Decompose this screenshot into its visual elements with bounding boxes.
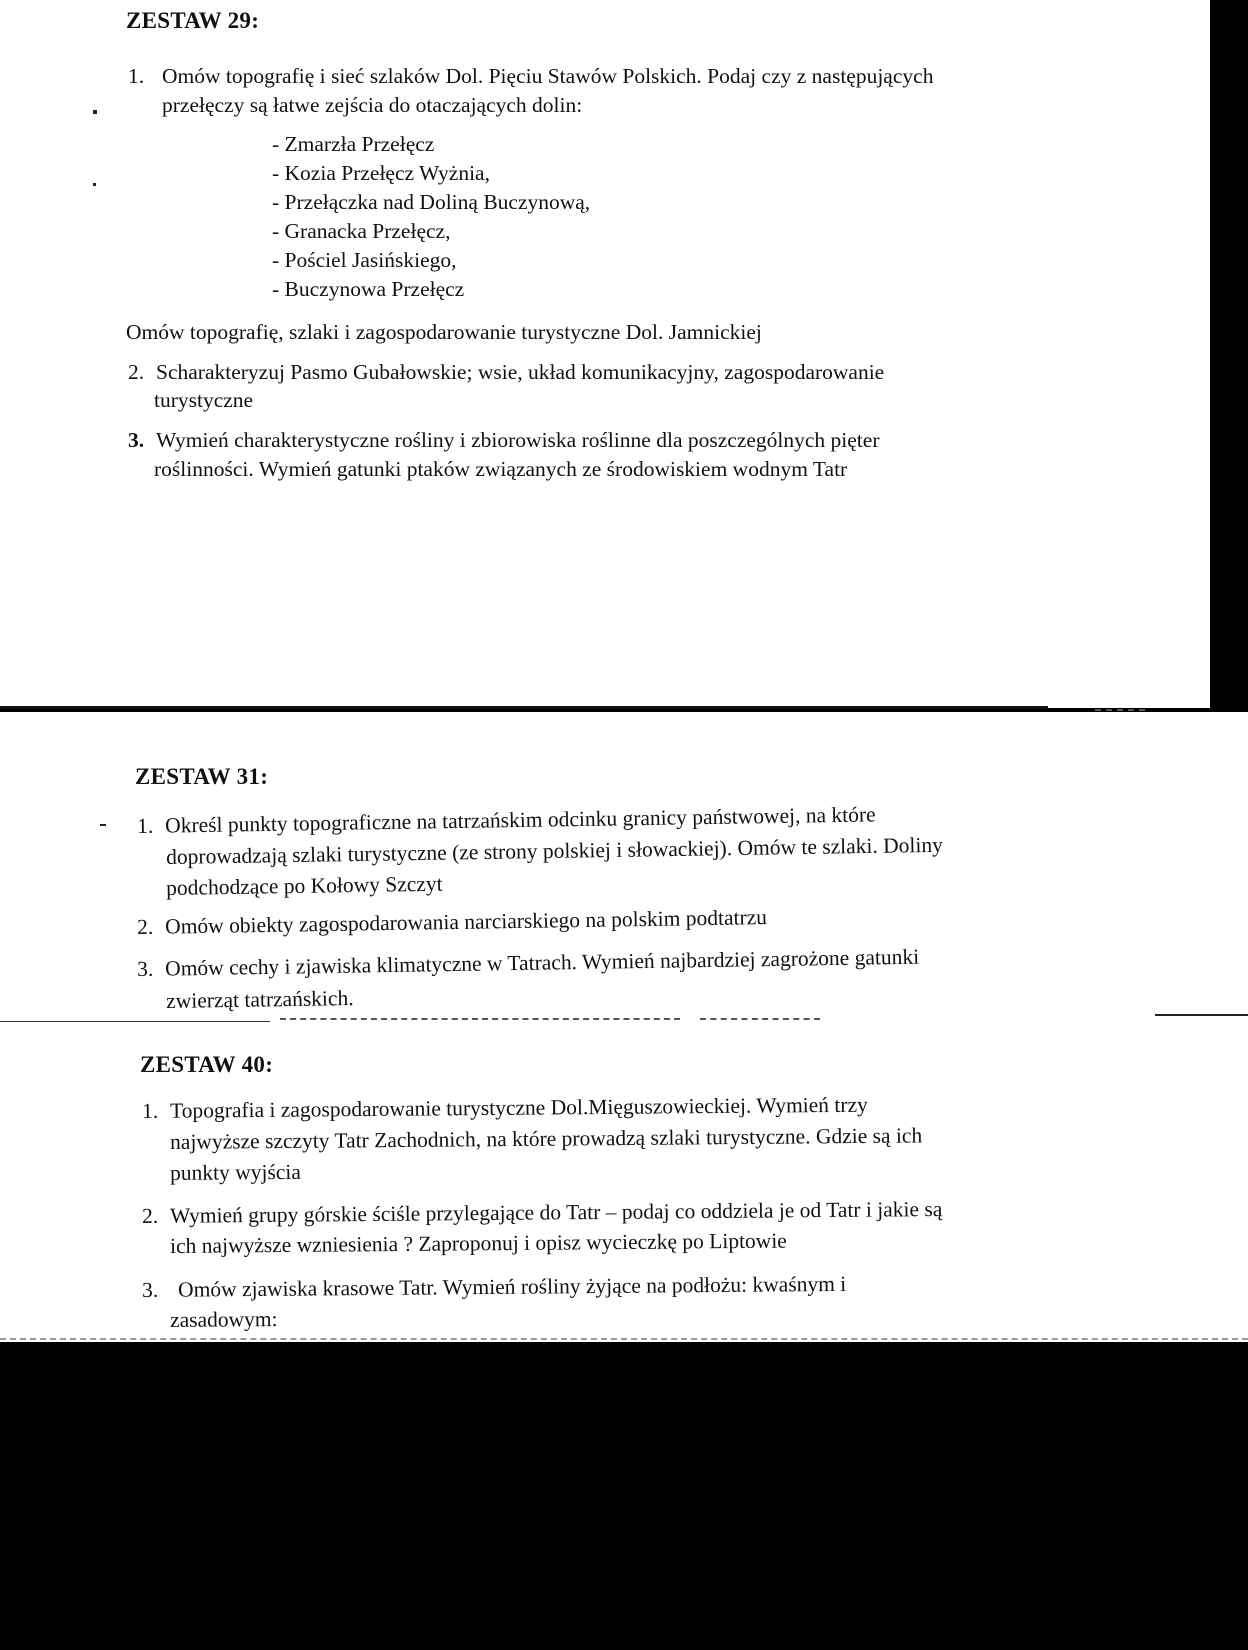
z40-q1-number: 1.	[142, 1098, 159, 1123]
z31-q3-line1	[137, 945, 919, 982]
z29-q2-line1	[128, 360, 884, 385]
z29-q3-text-1: Wymień charakterystyczne rośliny i zbiorowiska roślinne dla poszczególnych pięter	[156, 428, 880, 452]
z40-q1-line3: punkty wyjścia	[170, 1159, 301, 1185]
zestaw-40-title: ZESTAW 40:	[140, 1052, 274, 1077]
z29-q1-extra: Omów topografię, szlaki i zagospodarowanie turystyczne Dol. Jamnickiej	[126, 320, 762, 344]
z40-q1-line1	[142, 1093, 868, 1124]
z40-q3-line1	[142, 1272, 846, 1303]
scan-edge	[0, 1338, 1248, 1341]
z29-pass-item: - Kozia Przełęcz Wyżnia,	[272, 161, 490, 185]
z29-q2-line2: turystyczne	[154, 388, 254, 412]
z31-q1-line2: doprowadzają szlaki turystyczne (ze strony polskiej i słowackiej). Omów te szlaki. Doliny	[166, 832, 944, 869]
z29-q1-number: 1.	[128, 64, 145, 88]
z40-q2-number: 2.	[142, 1203, 159, 1228]
z31-q2-text-1: Omów obiekty zagospodarowania narciarskiego na polskim podtatrzu	[164, 905, 768, 939]
z31-q3-number: 3.	[137, 956, 154, 981]
z29-pass-item: - Pościel Jasińskiego,	[272, 248, 457, 272]
z31-q2-line1	[137, 905, 767, 940]
scan-rule	[0, 1021, 270, 1022]
z29-q1-line1	[128, 64, 933, 89]
zestaw-29-title: ZESTAW 29:	[126, 8, 260, 33]
z29-pass-item: - Buczynowa Przełęcz	[272, 277, 465, 301]
z29-q2-number: 2.	[128, 360, 145, 384]
sheet-edge-line	[0, 706, 1048, 709]
z31-q3-text-1: Omów cechy i zjawiska klimatyczne w Tatrach. Wymień najbardziej zagrożone gatunki	[164, 944, 920, 981]
z31-q1-number: 1.	[137, 813, 154, 838]
z31-q1-line1	[137, 802, 876, 839]
scan-rule	[700, 1018, 820, 1021]
z31-q1-line3: podchodzące po Kołowy Szczyt	[166, 871, 443, 900]
z31-q1-text-1: Określ punkty topograficzne na tatrzańskim odcinku granicy państwowej, na które	[164, 802, 876, 838]
scan-rule	[280, 1018, 680, 1021]
scan-speck	[100, 824, 106, 826]
scan-speck	[93, 110, 97, 114]
z40-q3-line2: zasadowym:	[170, 1307, 278, 1332]
z29-pass-item: - Zmarzła Przełęcz	[272, 132, 435, 156]
z40-q3-number: 3.	[142, 1277, 159, 1302]
z29-q2-text-1: Scharakteryzuj Pasmo Gubałowskie; wsie, układ komunikacyjny, zagospodarowanie	[156, 360, 885, 384]
z29-q3-line1	[128, 428, 879, 453]
z40-q3-text-1: Omów zjawiska krasowe Tatr. Wymień rośliny żyjące na podłożu: kwaśnym i	[177, 1271, 847, 1302]
zestaw-31-title: ZESTAW 31:	[135, 764, 269, 789]
z40-q1-text-1: Topografia i zagospodarowanie turystyczne Dol.Mięguszowieckiej. Wymień trzy	[169, 1092, 868, 1123]
z40-q2-line2: ich najwyższe wzniesienia ? Zaproponuj i opisz wycieczkę po Liptowie	[170, 1228, 787, 1258]
scan-rule	[1155, 1014, 1248, 1016]
z29-q3-number: 3.	[128, 428, 145, 452]
z40-q1-line2: najwyższe szczyty Tatr Zachodnich, na które prowadzą szlaki turystyczne. Gdzie są ich	[170, 1123, 923, 1154]
z31-q3-line2: zwierząt tatrzańskich.	[166, 986, 354, 1013]
z31-q2-number: 2.	[137, 914, 154, 939]
z29-q1-text-1: Omów topografię i sieć szlaków Dol. Pięciu Stawów Polskich. Podaj czy z następujących	[162, 64, 934, 88]
scan-speck	[93, 183, 96, 186]
z29-pass-item: - Granacka Przełęcz,	[272, 219, 451, 243]
sheet-zestaw-31-40	[0, 712, 1248, 1342]
sheet-zestaw-29	[0, 0, 1210, 708]
z40-q2-line1	[142, 1197, 942, 1229]
z29-q1-line2: przełęczy są łatwe zejścia do otaczających dolin:	[162, 93, 583, 117]
z29-q3-line2: roślinności. Wymień gatunki ptaków związanych ze środowiskiem wodnym Tatr	[154, 457, 848, 481]
z40-q2-text-1: Wymień grupy górskie ściśle przylegające do Tatr – podaj co oddziela je od Tatr i jakie są	[169, 1197, 943, 1228]
z29-pass-item: - Przełączka nad Doliną Buczynową,	[272, 190, 591, 214]
